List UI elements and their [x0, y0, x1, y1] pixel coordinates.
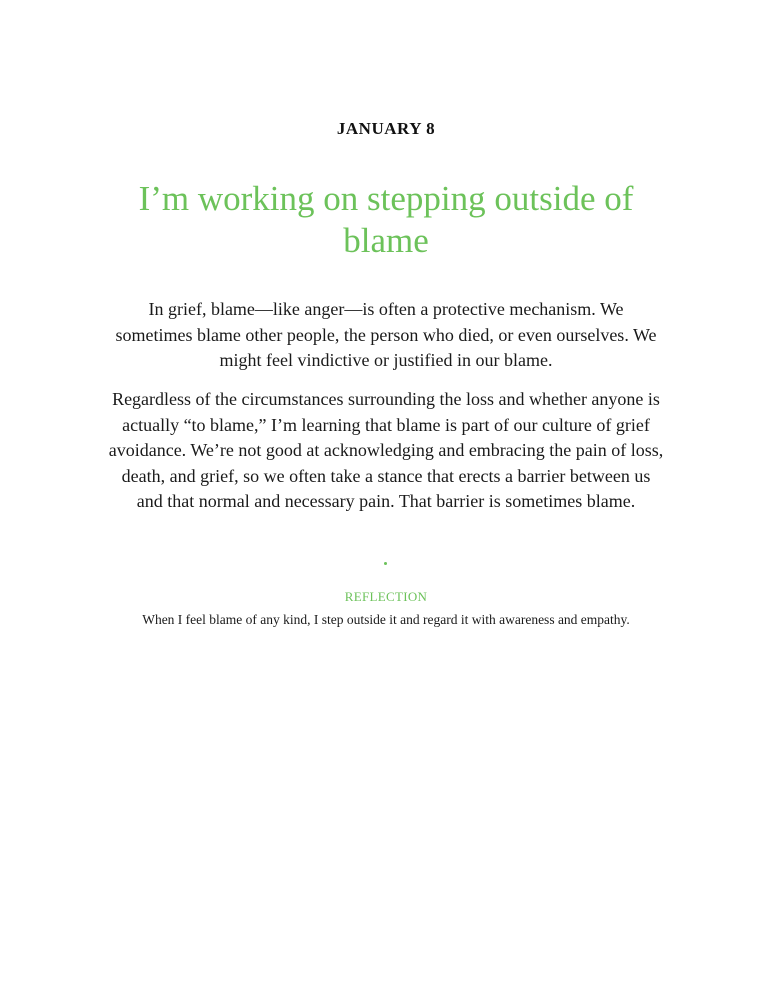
entry-title: I’m working on stepping outside of blame [138, 179, 634, 260]
body-paragraph-2: Regardless of the circumstances surrounding the loss and whether anyone is actually “to blame,” I’m learning that blame is part of our culture of grief avoidance. We’re not good at acknowledging and embracing the pain of loss, death, and grief, so we often take a stance that erects a barrier between us and that normal and necessary pain. That barrier is sometimes blame. [108, 389, 664, 512]
section-divider-dot [384, 562, 387, 565]
body-paragraph-1: In grief, blame—like anger—is often a protective mechanism. We sometimes blame other people, the person who died, or even ourselves. We might feel vindictive or justified in our blame. [115, 299, 657, 371]
entry-date: JANUARY 8 [336, 119, 436, 138]
reflection-label: REFLECTION [344, 589, 428, 604]
reflection-text: When I feel blame of any kind, I step outside it and regard it with awareness and empathy. [142, 612, 630, 627]
